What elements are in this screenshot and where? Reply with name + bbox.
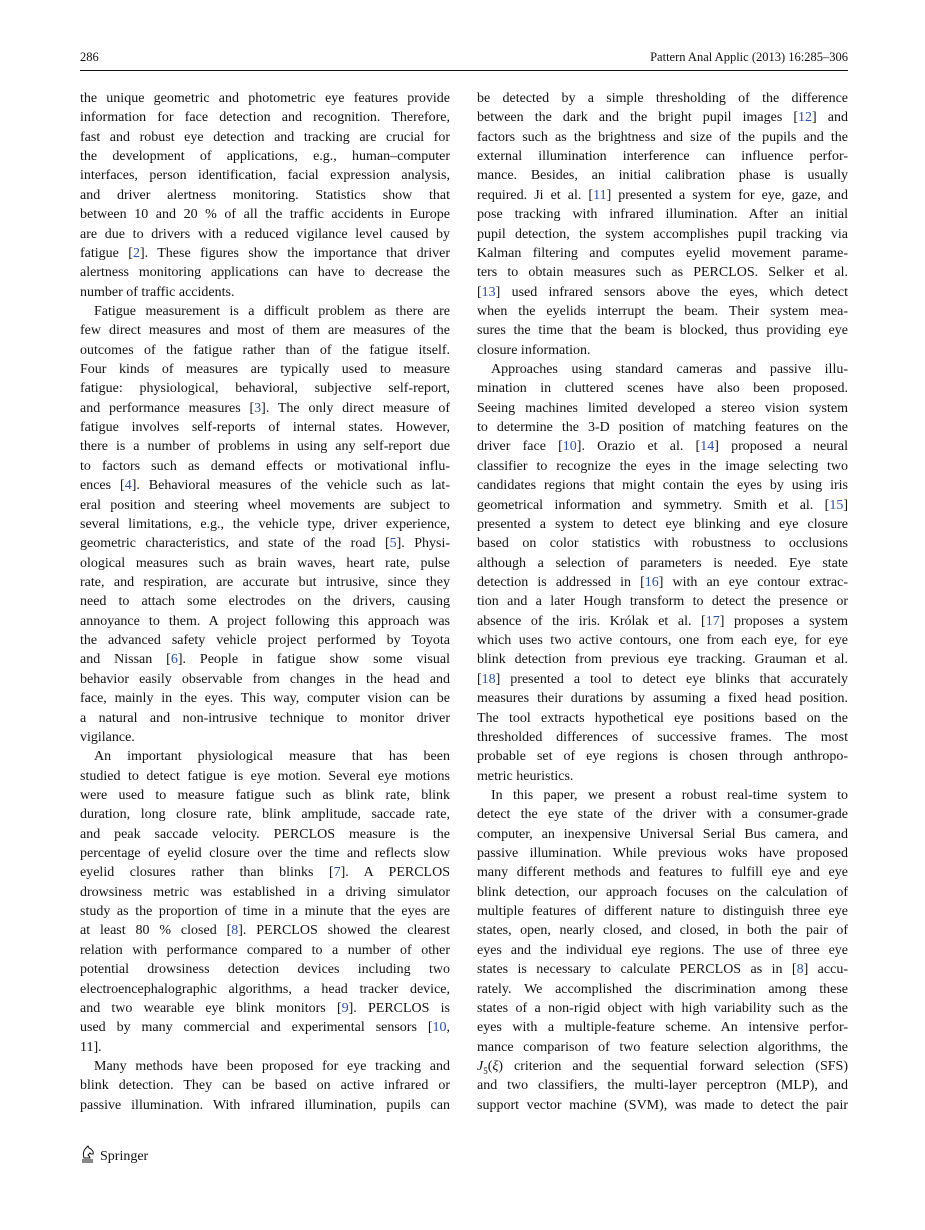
text-line: relation with performance compared to a number of other xyxy=(80,942,450,958)
text-line: the development of applications, e.g., human–computer xyxy=(80,149,450,165)
text-line: annoyance to them. A project following this approach was xyxy=(80,613,450,629)
text-line: potential drowsiness detection devices including two xyxy=(80,962,450,978)
text-line: ences [4]. Behavioral measures of the vehicle such as lat- xyxy=(80,478,450,494)
citation-link[interactable]: 12 xyxy=(798,110,813,126)
text-line: there is a number of problems in using any self-report due xyxy=(80,439,450,455)
text-line: drowsiness metric was established in a driving simulator xyxy=(80,884,450,900)
citation-link[interactable]: 16 xyxy=(644,574,659,590)
citation-link[interactable]: 10 xyxy=(562,439,577,455)
footer xyxy=(80,1145,148,1168)
text-line: fast and robust eye detection and tracking are crucial for xyxy=(80,129,450,145)
text-line: behavior easily observable from changes in the head and xyxy=(80,671,450,687)
text-line: blink detection from previous eye tracking. Grauman et al. xyxy=(477,652,848,668)
text-line: probable set of eye regions is chosen through anthropo- xyxy=(477,749,848,765)
text-line: factors such as the brightness and size of the pupils and the xyxy=(477,129,848,145)
text-line: study as the proportion of time in a minute that the eyes are xyxy=(80,904,450,920)
text-line: studied to detect fatigue is eye motion. Several eye motions xyxy=(80,768,450,784)
citation-link[interactable]: 4 xyxy=(124,478,132,494)
text-line: [18] presented a tool to detect eye blinks that accurately xyxy=(477,671,848,687)
text-line: number of traffic accidents. xyxy=(80,284,235,300)
text-line: which uses two active contours, one from each eye, for eye xyxy=(477,633,848,649)
text-line: face, mainly in the eyes. This way, computer vision can be xyxy=(80,691,450,707)
text-line: Many methods have been proposed for eye tracking and xyxy=(94,1058,450,1074)
citation-link[interactable]: 6 xyxy=(170,652,178,668)
text-line: percentage of eyelid closure over the time and reflects slow xyxy=(80,846,450,862)
citation-link[interactable]: 8 xyxy=(796,962,804,978)
text-line: blink detection, our approach focuses on the calculation of xyxy=(477,884,848,900)
text-line: thresholded differences of successive frames. The most xyxy=(477,729,848,745)
text-line: rately. We accomplished the discrimination among these xyxy=(477,981,848,997)
text-line: passive illumination. With infrared illumination, pupils can xyxy=(80,1097,450,1113)
citation-link[interactable]: 3 xyxy=(254,400,262,416)
text-line: sures the time that the beam is blocked, thus providing eye xyxy=(477,323,848,339)
text-line: rate, and respiration, are accurate but intrusive, since they xyxy=(80,574,450,590)
text-line: measures their durations by assuming a fixed head position. xyxy=(477,691,848,707)
text-line: driver face [10]. Orazio et al. [14] proposed a neural xyxy=(477,439,848,455)
text-line: The tool extracts hypothetical eye positions based on the xyxy=(477,710,848,726)
citation-link[interactable]: 2 xyxy=(132,245,140,261)
text-line: required. Ji et al. [11] presented a system for eye, gaze, and xyxy=(477,187,849,203)
text-line: need to attach some electrodes on the drivers, causing xyxy=(80,594,450,610)
citation-link[interactable]: 14 xyxy=(700,439,715,455)
text-line: fatigue [2]. These figures show the importance that driver xyxy=(80,245,450,261)
text-line: Kalman filtering and computes eyelid movement parame- xyxy=(477,245,848,261)
text-line: outcomes of the fatigue rather than of the fatigue itself. xyxy=(80,342,450,358)
text-line: when the eyelids interrupt the beam. Their system mea- xyxy=(477,303,848,319)
text-line: states is necessary to calculate PERCLOS as in [8] accu- xyxy=(477,962,848,978)
text-line: few direct measures and most of them are measures of the xyxy=(80,323,450,339)
text-line: support vector machine (SVM), was made to detect the pair xyxy=(477,1097,848,1113)
text-line: detect the eye state of the driver with a consumer-grade xyxy=(477,807,848,823)
text-line: pose tracking with infrared illumination. After an initial xyxy=(477,207,848,223)
text-line: classifier to recognize the eyes in the image selecting two xyxy=(477,458,848,474)
text-line: [13] used infrared sensors above the eyes, which detect xyxy=(477,284,848,300)
text-line: eyes and the individual eye regions. The use of three eye xyxy=(477,942,848,958)
citation-link[interactable]: 15 xyxy=(829,497,844,513)
citation-link[interactable]: 8 xyxy=(231,923,239,939)
text-line: between 10 and 20 % of all the traffic accidents in Europe xyxy=(80,207,450,223)
text-line: interfaces, person identification, facial expression analysis, xyxy=(80,168,450,184)
text-line: mance comparison of two feature selection algorithms, the xyxy=(477,1039,848,1055)
citation-link[interactable]: 5 xyxy=(389,536,397,552)
text-line: and two wearable eye blink monitors [9]. PERCLOS is xyxy=(80,1000,450,1016)
text-line: states of a non-rigid object with high variability such as the xyxy=(477,1000,848,1016)
text-line: An important physiological measure that has been xyxy=(94,749,450,765)
text-line: $J_5(\xi)$ criterion and the sequential forward selection (SFS) xyxy=(477,1058,848,1076)
citation-link[interactable]: 9 xyxy=(341,1000,349,1016)
text-line: 11]. xyxy=(80,1039,102,1055)
text-line: although a selection of parameters is needed. Eye state xyxy=(477,555,848,571)
text-line: fatigue involves self-reports of internal states. However, xyxy=(80,420,450,436)
text-line: are due to drivers with a reduced vigilance level caused by xyxy=(80,226,450,242)
text-line: ological measures such as brain waves, heart rate, pulse xyxy=(80,555,450,571)
citation-link[interactable]: 18 xyxy=(481,671,496,687)
text-line: computer, an inexpensive Universal Serial Bus camera, and xyxy=(477,826,848,842)
text-line: In this paper, we present a robust real-time system to xyxy=(491,787,848,803)
text-line: geometrical information and symmetry. Smith et al. [15] xyxy=(477,497,848,513)
text-line: mination in cluttered scenes have also been proposed. xyxy=(477,381,848,397)
text-line: many different methods and features to fulfill eye and eye xyxy=(477,865,848,881)
text-line: metric heuristics. xyxy=(477,768,574,784)
journal-reference: Pattern Anal Applic (2013) 16:285–306 xyxy=(650,50,848,64)
text-line: used by many commercial and experimental sensors [10, xyxy=(80,1020,450,1036)
text-line: Seeing machines limited developed a stereo vision system xyxy=(477,400,848,416)
text-line: eyes with a multiple-feature scheme. An intensive perfor- xyxy=(477,1020,848,1036)
text-line: blink detection. They can be based on active infrared or xyxy=(80,1078,450,1094)
right-column xyxy=(477,89,848,1115)
text-line: electroencephalographic algorithms, a head tracker device, xyxy=(80,981,450,997)
page-number: 286 xyxy=(80,50,99,64)
text-line: pupil detection, the system accomplishes pupil tracking via xyxy=(477,226,848,242)
text-line: be detected by a simple thresholding of the difference xyxy=(477,91,848,106)
citation-link[interactable]: 13 xyxy=(481,284,496,300)
text-line: the advanced safety vehicle project performed by Toyota xyxy=(80,633,450,649)
text-line: to determine the 3-D position of matching features on the xyxy=(477,420,848,436)
text-line: ters to obtain measures such as PERCLOS. Selker et al. xyxy=(477,265,848,281)
left-column xyxy=(80,89,450,1115)
text-line: several limitations, e.g., the vehicle type, driver experience, xyxy=(80,516,450,532)
text-line: external illumination interference can influence perfor- xyxy=(477,149,848,165)
text-line: fatigue: physiological, behavioral, subjective self-report, xyxy=(80,381,450,397)
text-line: closure information. xyxy=(477,342,591,358)
text-line: and two classifiers, the multi-layer perceptron (MLP), and xyxy=(477,1078,848,1094)
text-line: between the dark and the bright pupil images [12] and xyxy=(477,110,848,126)
text-line: vigilance. xyxy=(80,729,135,745)
text-line: mance. Besides, an initial calibration phase is usually xyxy=(477,168,848,184)
text-line: information for face detection and recognition. Therefore, xyxy=(80,110,450,126)
text-line: presented a system to detect eye blinking and eye closure xyxy=(477,516,848,532)
text-line: alertness monitoring applications can have to decrease the xyxy=(80,265,450,281)
text-line: a natural and non-intrusive technique to monitor driver xyxy=(80,710,450,726)
text-line: to factors such as demand effects or motivational influ- xyxy=(80,458,450,474)
text-line: duration, long closure rate, blink amplitude, saccade rate, xyxy=(80,807,450,823)
text-line: Approaches using standard cameras and passive illu- xyxy=(491,362,848,378)
citation-link[interactable]: 17 xyxy=(705,613,720,629)
text-line: Fatigue measurement is a difficult problem as there are xyxy=(94,303,450,319)
text-line: and driver alertness monitoring. Statistics show that xyxy=(80,187,450,203)
text-line: and performance measures [3]. The only direct measure of xyxy=(80,400,450,416)
text-line: multiple features of different nature to distinguish three eye xyxy=(477,904,848,920)
publisher-name: Springer xyxy=(100,1148,149,1164)
text-line: the unique geometric and photometric eye features provide xyxy=(80,91,450,106)
header-rule xyxy=(80,70,848,71)
text-line: and peak saccade velocity. PERCLOS measure is the xyxy=(80,826,450,842)
text-line: eral position and steering wheel movements are subject to xyxy=(80,497,450,513)
text-line: detection is addressed in [16] with an eye contour extrac- xyxy=(477,574,848,590)
text-line: states, open, nearly closed, and closed, in both the pair of xyxy=(477,923,848,939)
text-line: candidates regions that might contain the eyes by using iris xyxy=(477,478,848,494)
springer-horse-icon xyxy=(80,1145,96,1168)
text-line: at least 80 % closed [8]. PERCLOS showed the clearest xyxy=(80,923,450,939)
text-line: eyelid closures rather than blinks [7]. A PERCLOS xyxy=(80,865,450,881)
citation-link[interactable]: 7 xyxy=(333,865,341,881)
text-line: and Nissan [6]. People in fatigue show some visual xyxy=(80,652,450,668)
citation-link[interactable]: 10 xyxy=(432,1020,447,1036)
text-line: were used to measure fatigue such as blink rate, blink xyxy=(80,787,450,803)
text-line: based on color statistics with robustness to occlusions xyxy=(477,536,848,552)
text-line: absence of the iris. Królak et al. [17] proposes a system xyxy=(477,613,848,629)
text-line: geometric characteristics, and state of the road [5]. Physi- xyxy=(80,536,450,552)
citation-link[interactable]: 11 xyxy=(593,187,607,203)
text-line: Four kinds of measures are typically used to measure xyxy=(80,362,450,378)
text-line: tion and a later Hough transform to detect the presence or xyxy=(477,594,848,610)
text-line: passive illumination. While previous woks have proposed xyxy=(477,846,848,862)
